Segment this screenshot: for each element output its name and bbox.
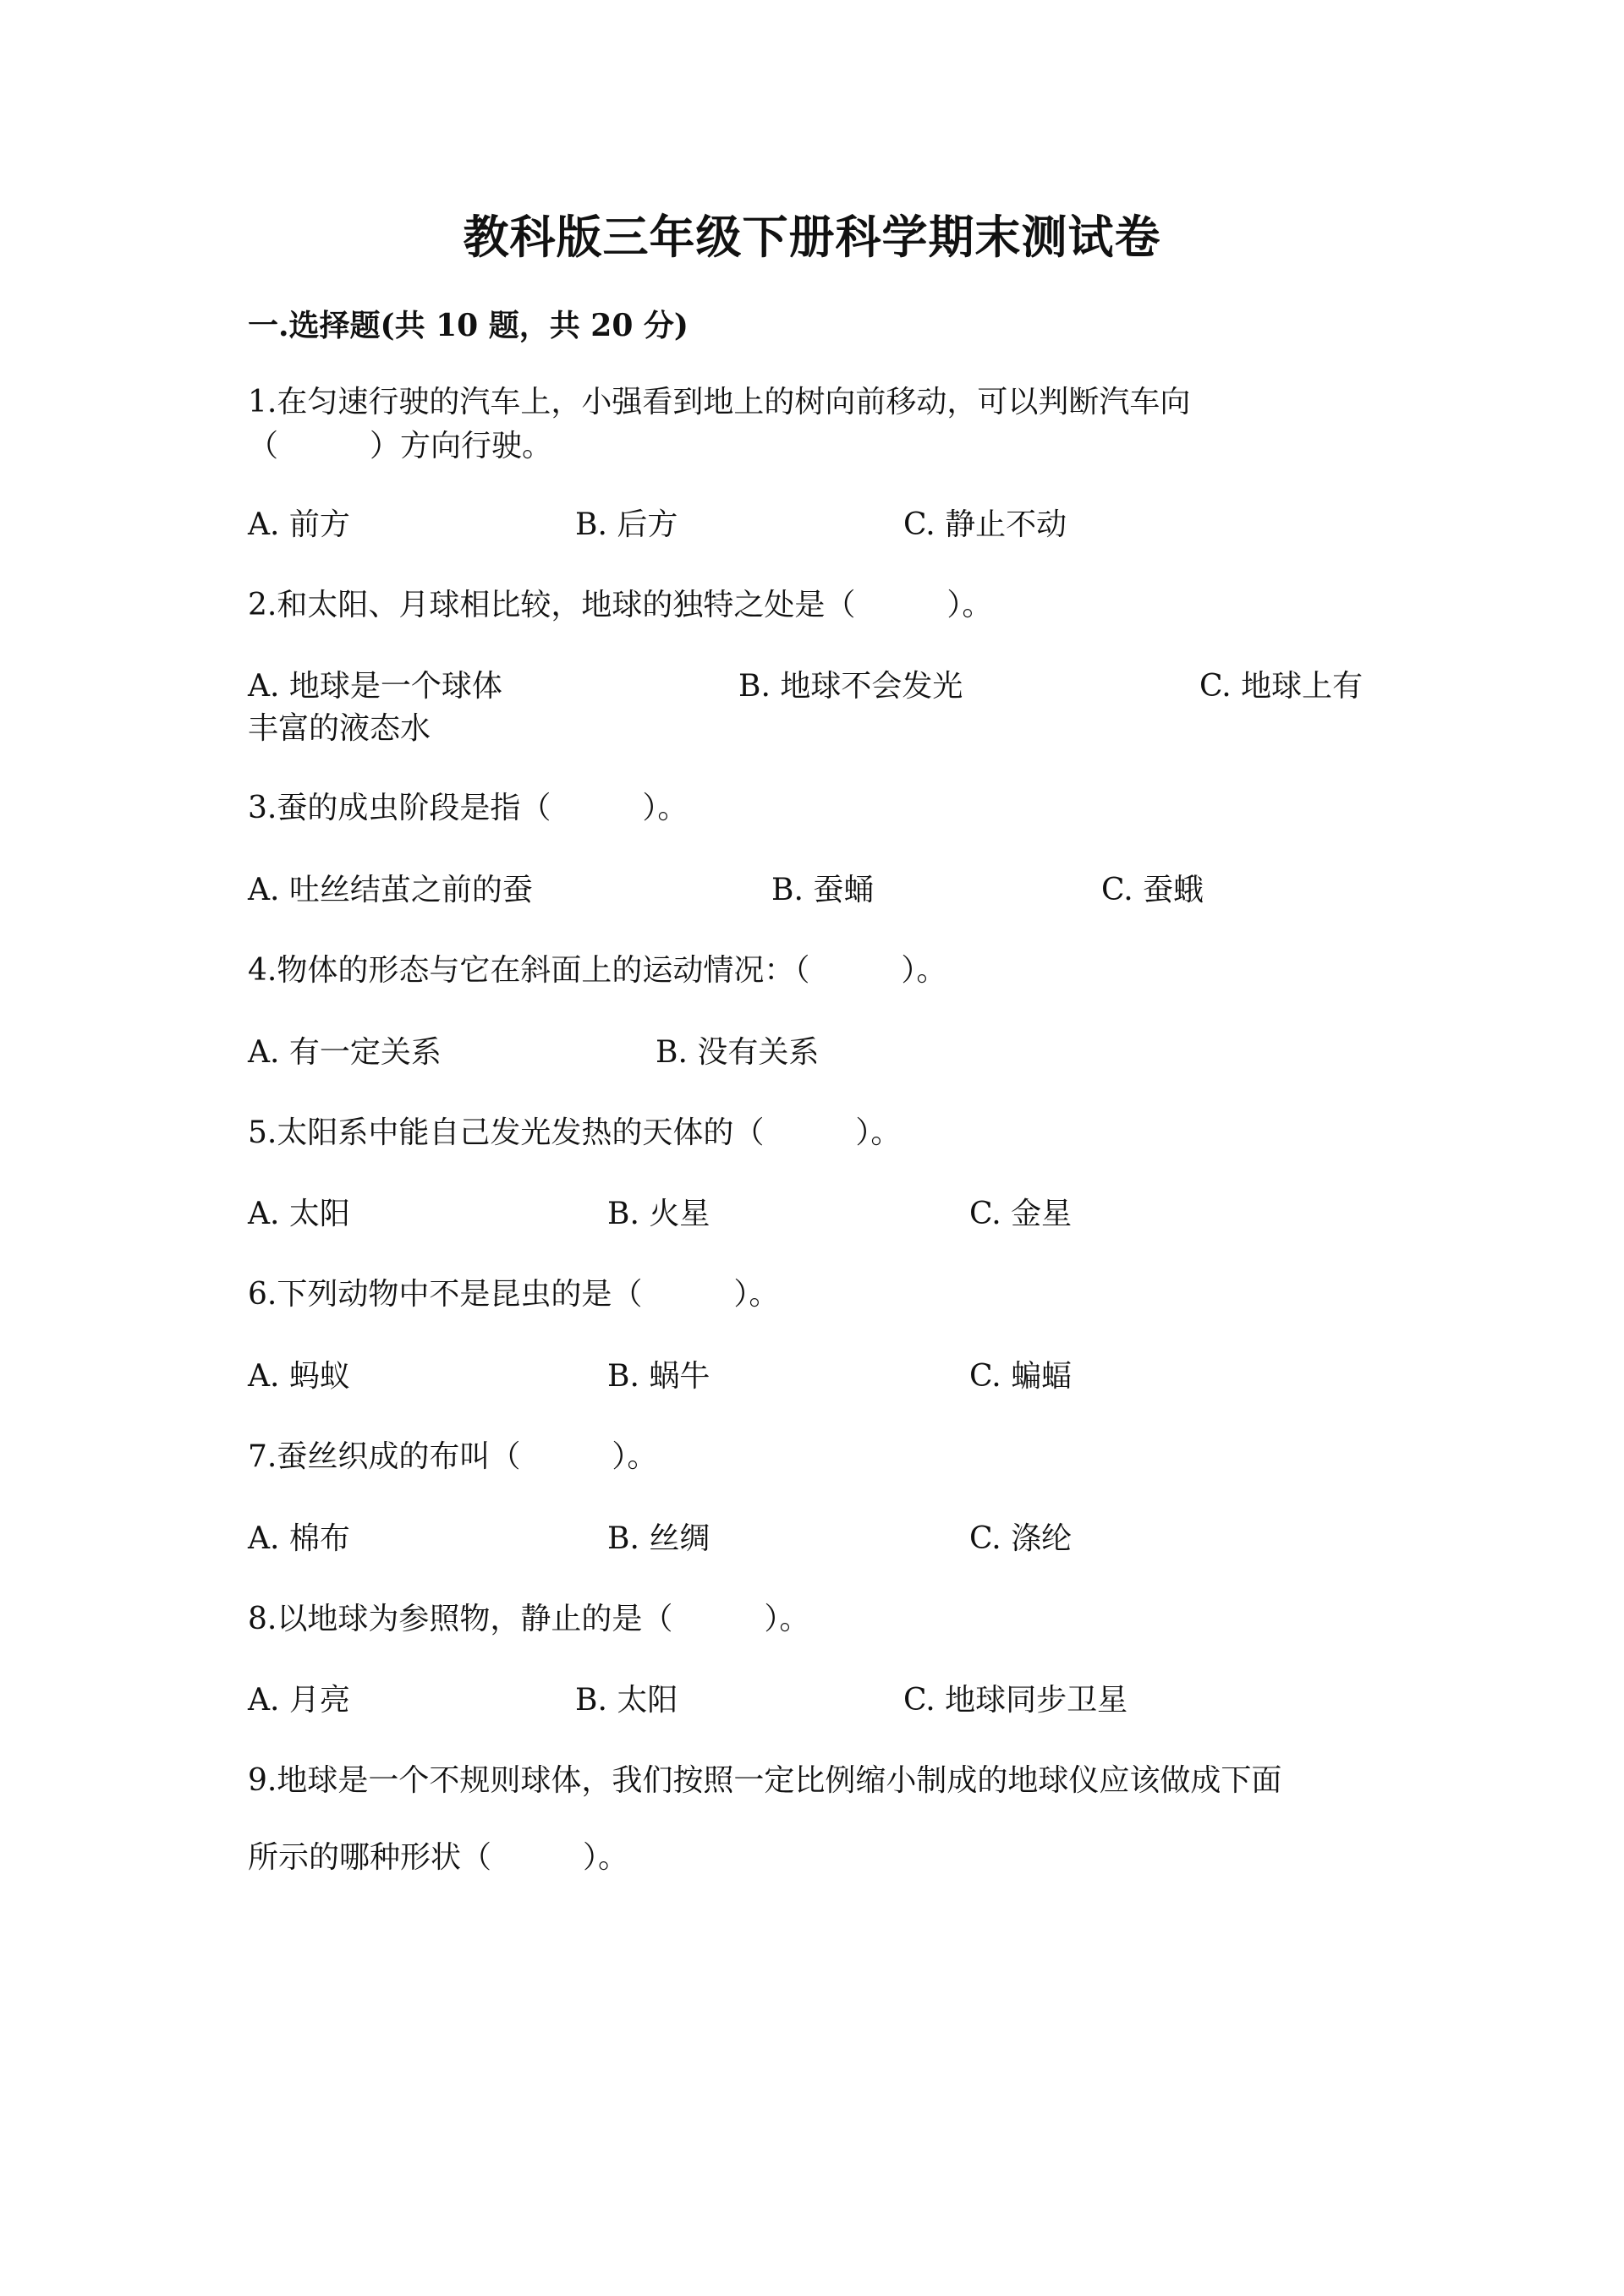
question-text: 物体的形态与它在斜面上的运动情况：（ ）。 — [277, 953, 947, 988]
question-number: 5. — [248, 1115, 277, 1150]
question-text: 蚕的成虫阶段是指（ ）。 — [277, 791, 689, 825]
question-text: 地球是一个不规则球体，我们按照一定比例缩小制成的地球仪应该做成下面 — [277, 1763, 1282, 1798]
q8-option-c: C. 地球同步卫星 — [903, 1683, 1128, 1718]
question-text: 在匀速行驶的汽车上，小强看到地上的树向前移动，可以判断汽车向 — [277, 385, 1191, 419]
question-4 — [248, 953, 947, 988]
question-number: 8. — [248, 1602, 277, 1636]
question-1-line2: （ ）方向行驶。 — [248, 429, 553, 463]
question-text: 太阳系中能自己发光发热的天体的（ ）。 — [277, 1115, 902, 1150]
q7-option-a: A. 棉布 — [248, 1521, 350, 1556]
question-7 — [248, 1439, 658, 1474]
question-number: 9. — [248, 1763, 277, 1798]
question-9 — [248, 1763, 1282, 1798]
question-5 — [248, 1115, 902, 1150]
q3-option-c: C. 蚕蛾 — [1101, 873, 1204, 907]
question-number: 1. — [248, 385, 277, 419]
question-text: 和太阳、月球相比较，地球的独特之处是（ ）。 — [277, 588, 993, 622]
exam-title: 教科版三年级下册科学期末测试卷 — [463, 210, 1161, 264]
q7-option-c: C. 涤纶 — [969, 1521, 1073, 1556]
question-3 — [248, 793, 688, 824]
question-number: 4. — [248, 953, 277, 988]
q1-option-a: A. 前方 — [248, 507, 350, 542]
question-2 — [248, 590, 992, 621]
q4-option-b: B. 没有关系 — [656, 1035, 820, 1070]
q5-option-c: C. 金星 — [969, 1197, 1073, 1231]
q6-option-a: A. 蚂蚁 — [248, 1359, 350, 1394]
section-heading: 一.选择题(共 10 题，共 20 分) — [248, 308, 689, 343]
q8-option-b: B. 太阳 — [575, 1683, 678, 1718]
question-number: 2. — [248, 588, 277, 622]
q3-option-b: B. 蚕蛹 — [771, 873, 875, 907]
question-8 — [248, 1604, 809, 1635]
question-text: 以地球为参照物，静止的是（ ）。 — [277, 1602, 810, 1636]
question-text: 蚕丝织成的布叫（ ）。 — [277, 1439, 658, 1474]
q5-option-a: A. 太阳 — [248, 1197, 350, 1231]
q3-option-a: A. 吐丝结茧之前的蚕 — [248, 873, 533, 907]
q2-option-a: A. 地球是一个球体 — [248, 669, 502, 704]
q1-option-c: C. 静止不动 — [903, 507, 1067, 542]
q8-option-a: A. 月亮 — [248, 1683, 350, 1718]
question-1 — [248, 387, 1190, 418]
q6-option-c: C. 蝙蝠 — [969, 1359, 1073, 1394]
q2-option-b: B. 地球不会发光 — [738, 669, 963, 704]
question-number: 7. — [248, 1439, 277, 1474]
q5-option-b: B. 火星 — [607, 1197, 710, 1231]
q2-option-c-continued: 丰富的液态水 — [248, 711, 431, 746]
q1-option-b: B. 后方 — [575, 507, 678, 542]
q4-option-a: A. 有一定关系 — [248, 1035, 442, 1070]
question-number: 3. — [248, 791, 277, 825]
q2-option-c: C. 地球上有 — [1199, 669, 1363, 704]
question-text: 下列动物中不是昆虫的是（ ）。 — [277, 1277, 780, 1312]
q6-option-b: B. 蜗牛 — [607, 1359, 710, 1394]
question-6 — [248, 1277, 780, 1312]
question-9-line2: 所示的哪种形状（ ）。 — [248, 1840, 629, 1875]
question-number: 6. — [248, 1277, 277, 1312]
q7-option-b: B. 丝绸 — [607, 1521, 710, 1556]
